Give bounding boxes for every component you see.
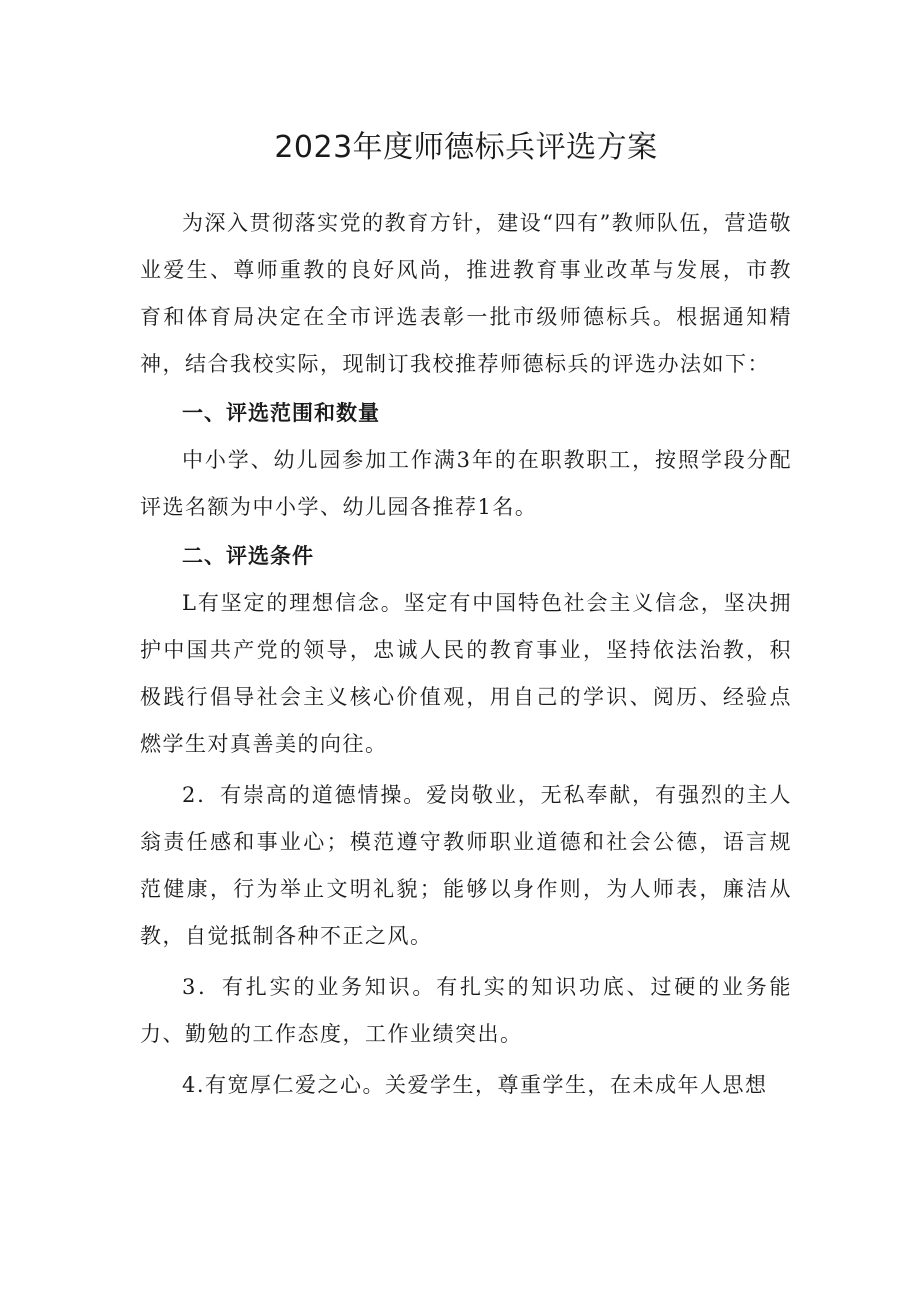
document-title: 2023年度师德标兵评选方案 — [274, 130, 658, 165]
section-1-heading: 一、评选范围和数量 — [182, 401, 380, 425]
document-page — [140, 0, 792, 1301]
condition-item-3: 3．有扎实的业务知识。有扎实的知识功底、过硬的业务能力、勤勉的工作态度，工作业绩突出。 — [140, 975, 792, 1046]
condition-item-1: L有坚定的理想信念。坚定有中国特色社会主义信念，坚决拥护中国共产党的领导，忠诚人民的教育事业，坚持依法治教，积极践行倡导社会主义核心价值观，用自己的学识、阅历、经验点燃学生对真善美的向往。 — [140, 591, 792, 756]
condition-item-2: 2．有崇高的道德情操。爱岗敬业，无私奉献，有强烈的主人翁责任感和事业心；模范遵守教师职业道德和社会公德，语言规范健康，行为举止文明礼貌；能够以身作则，为人师表，廉洁从教，自觉抵制各种不正之风。 — [140, 783, 792, 948]
condition-item-4: 4.有宽厚仁爱之心。关爱学生，尊重学生，在未成年人思想 — [182, 1073, 768, 1097]
section-1-paragraph: 中小学、幼儿园参加工作满3年的在职教职工，按照学段分配评选名额为中小学、幼儿园各推荐1名。 — [140, 448, 792, 519]
section-2-heading: 二、评选条件 — [182, 544, 314, 568]
intro-paragraph: 为深入贯彻落实党的教育方针，建设“四有”教师队伍，营造敬业爱生、尊师重教的良好风尚，推进教育事业改革与发展，市教育和体育局决定在全市评选表彰一批市级师德标兵。根据通知精神，结合我校实际，现制订我校推荐师德标兵的评选办法如下： — [140, 211, 792, 376]
document-body — [140, 200, 792, 1109]
